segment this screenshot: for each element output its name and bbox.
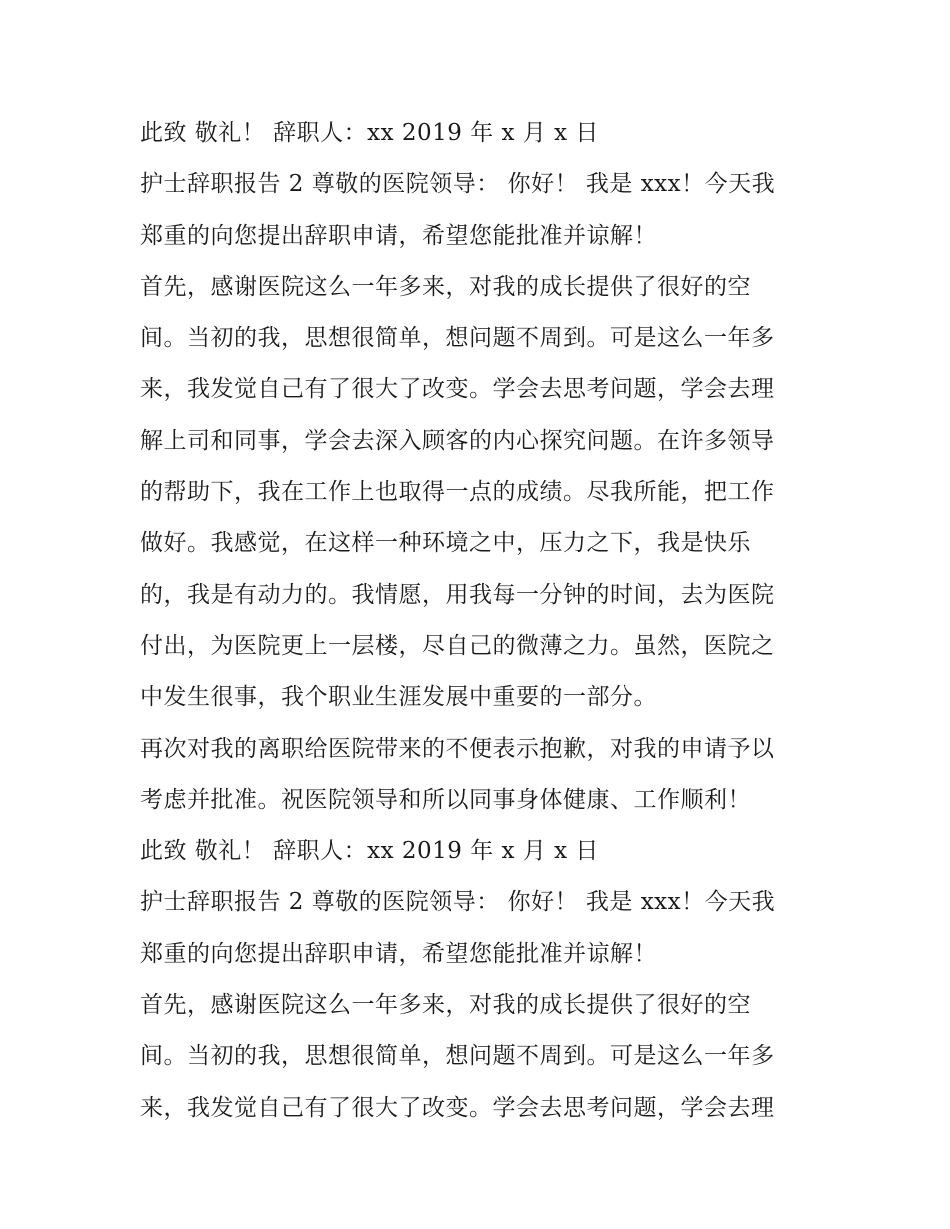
text-line: 来，我发觉自己有了很大了改变。学会去思考问题，学会去理 (140, 376, 775, 403)
text-line: 首先，感谢医院这么一年多来，对我的成长提供了很好的空 (140, 992, 751, 1019)
text-line: 郑重的向您提出辞职申请，希望您能批准并谅解！ (140, 222, 657, 249)
document-body (140, 108, 820, 1134)
text-line: 解上司和同事，学会去深入顾客的内心探究问题。在许多领导 (140, 427, 775, 454)
text-line: 做好。我感觉，在这样一种环境之中，压力之下，我是快乐 (140, 530, 751, 557)
text-line: 此致 敬礼！ 辞职人：xx 2019 年 x 月 x 日 (140, 120, 599, 146)
text-line: 郑重的向您提出辞职申请，希望您能批准并谅解！ (140, 940, 657, 967)
text-line: 护士辞职报告 2 尊敬的医院领导： 你好！ 我是 xxx！今天我 (140, 889, 776, 916)
text-line: 再次对我的离职给医院带来的不便表示抱歉，对我的申请予以 (140, 735, 775, 762)
text-line: 间。当初的我，思想很简单，想问题不周到。可是这么一年多 (140, 1043, 775, 1070)
text-line: 的，我是有动力的。我情愿，用我每一分钟的时间，去为医院 (140, 581, 775, 608)
text-line: 的帮助下，我在工作上也取得一点的成绩。尽我所能，把工作 (140, 479, 775, 506)
text-line: 中发生很事，我个职业生涯发展中重要的一部分。 (140, 684, 657, 711)
text-line: 首先，感谢医院这么一年多来，对我的成长提供了很好的空 (140, 273, 751, 300)
text-line: 此致 敬礼！ 辞职人：xx 2019 年 x 月 x 日 (140, 838, 599, 865)
text-line: 考虑并批准。祝医院领导和所以同事身体健康、工作顺利！ (140, 786, 751, 813)
text-line: 付出，为医院更上一层楼，尽自己的微薄之力。虽然，医院之 (140, 632, 775, 659)
text-line: 间。当初的我，思想很简单，想问题不周到。可是这么一年多 (140, 325, 775, 352)
text-line: 护士辞职报告 2 尊敬的医院领导： 你好！ 我是 xxx！今天我 (140, 171, 776, 198)
text-line: 来，我发觉自己有了很大了改变。学会去思考问题，学会去理 (140, 1094, 775, 1121)
